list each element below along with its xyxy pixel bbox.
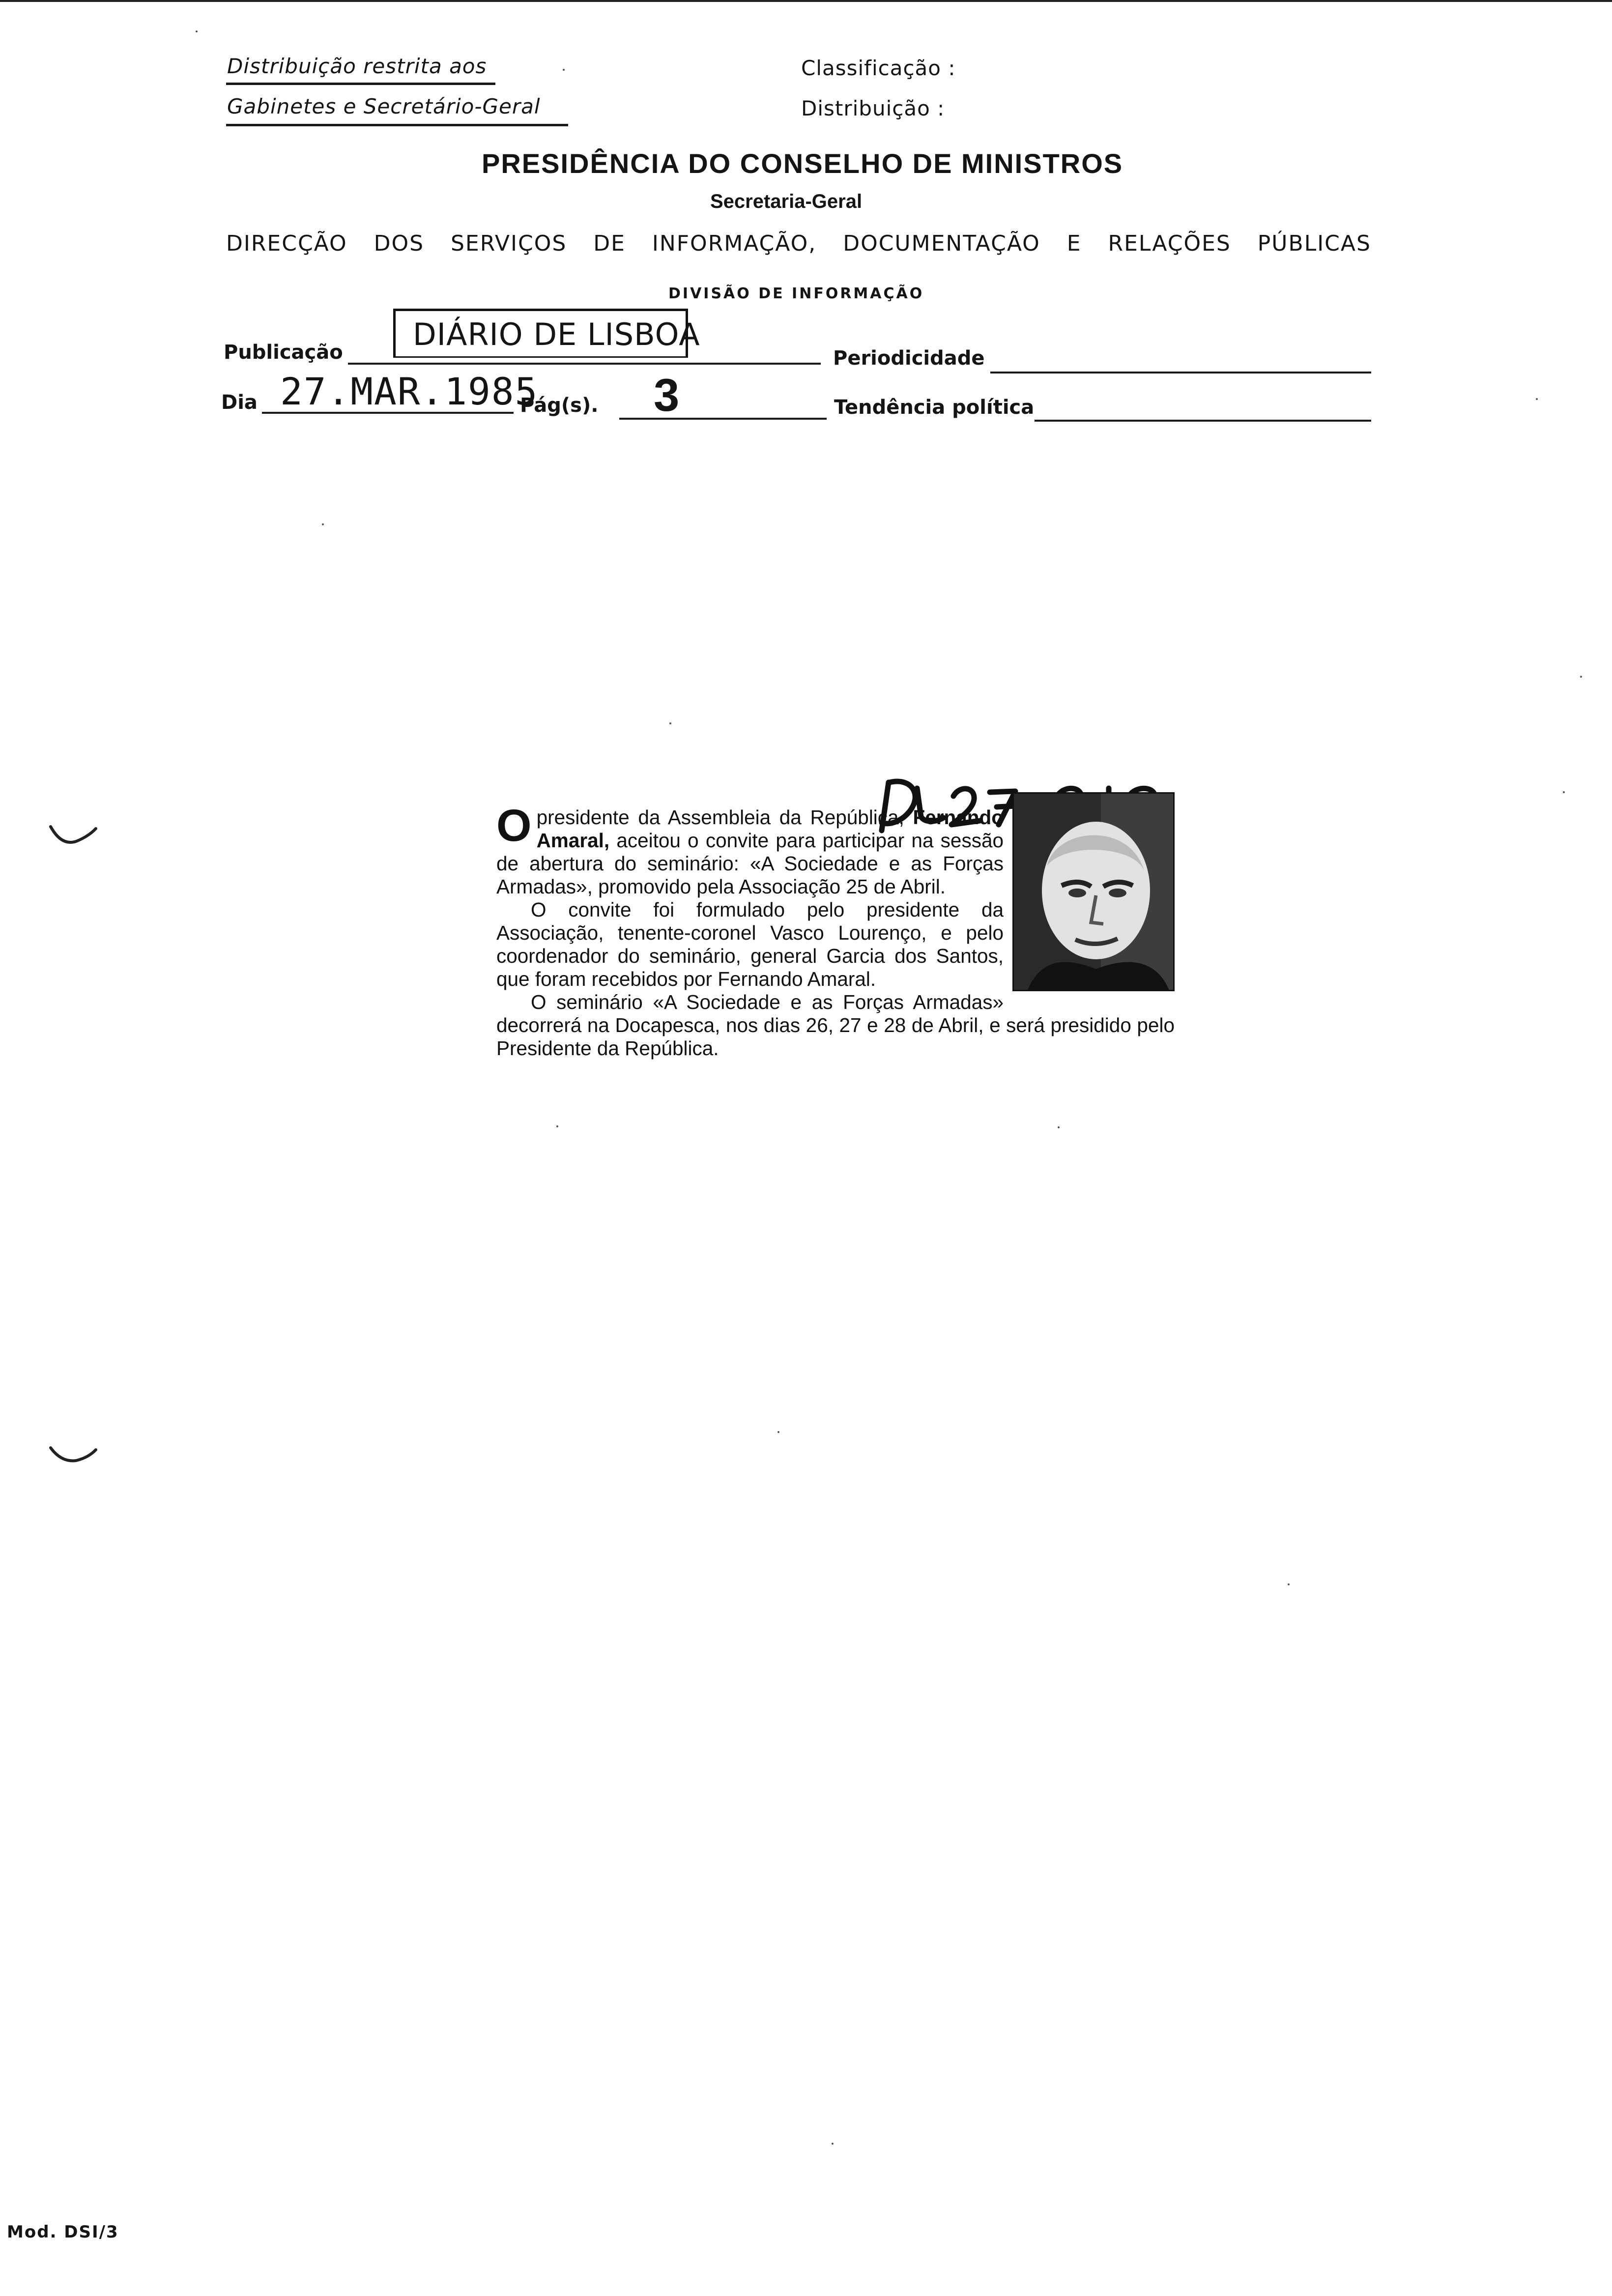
portrait-photo [1012, 792, 1175, 991]
scan-speck [563, 69, 565, 71]
directorate-word: INFORMAÇÃO, [652, 231, 817, 256]
date-stamp: 27.MAR.1985 [280, 370, 539, 413]
directorate-word: DIRECÇÃO [226, 231, 347, 256]
scan-speck [1288, 1583, 1290, 1585]
scan-speck [322, 523, 324, 525]
publicacao-label: Publicação [224, 341, 343, 364]
scan-speck [1058, 1126, 1060, 1128]
distribution-underline-1 [226, 83, 495, 85]
classificacao-label: Classificação : [801, 56, 956, 80]
directorate-word: DE [593, 231, 626, 256]
scan-speck [669, 722, 671, 724]
article-lead-name: Fernando Amaral, [536, 806, 1004, 852]
scan-speck [556, 1125, 558, 1127]
directorate-word: E [1066, 231, 1082, 256]
news-clipping [496, 801, 1175, 1060]
distribution-line-2: Gabinetes e Secretário-Geral [227, 94, 541, 118]
tendencia-label: Tendência política [834, 396, 1035, 419]
pags-field-line [619, 418, 827, 420]
scan-speck [832, 2143, 834, 2145]
distribuicao-label: Distribuição : [801, 96, 945, 120]
pags-label: Pág(s). [520, 394, 599, 417]
division-label: DIVISÃO DE INFORMAÇÃO [668, 285, 924, 302]
periodicidade-label: Periodicidade [833, 347, 985, 370]
article-p1-start: presidente da Assembleia da República, [536, 806, 913, 829]
page-number: 3 [654, 369, 680, 421]
scan-speck [1536, 398, 1538, 400]
directorate-word: DOS [374, 231, 425, 256]
scan-top-edge [0, 0, 1612, 2]
article-dropcap: O [496, 801, 532, 851]
scan-speck [1563, 791, 1565, 793]
directorate-word: PÚBLICAS [1257, 231, 1371, 256]
tendencia-field-line [1035, 420, 1371, 422]
presidencia-title: PRESIDÊNCIA DO CONSELHO DE MINISTROS [482, 148, 1123, 179]
binder-mark [47, 1443, 101, 1472]
binder-mark [47, 822, 101, 851]
directorate-word: RELAÇÕES [1108, 231, 1231, 256]
article-p1-rest: aceitou o convite para participar na sessão de abertura do seminário: «A Sociedade e as Forças Armadas», promovido pela Associação 25 de Abril. [496, 829, 1004, 898]
dia-label: Dia [221, 391, 258, 414]
secretaria-subtitle: Secretaria-Geral [710, 191, 863, 212]
publicacao-field-line [348, 363, 821, 365]
distribution-line-1: Distribuição restrita aos [227, 54, 487, 78]
directorate-word: SERVIÇOS [451, 231, 567, 256]
article-paragraph-2: O convite foi formulado pelo presidente da Associação, tenente-coronel Vasco Lourenço, e pelo coordenador do seminário, general Garcia dos Santos, que foram recebidos por Fernando Amaral. [496, 898, 1004, 990]
distribution-underline-2 [226, 124, 568, 126]
scan-speck [196, 30, 198, 32]
form-code: Mod. DSI/3 [7, 2222, 119, 2242]
periodicidade-field-line [990, 372, 1371, 373]
article-paragraph-3: O seminário «A Sociedade e as Forças Armadas» decorrerá na Docapesca, nos dias 26, 27 e 28 de Abril, e será presidido pelo Presidente da República. [496, 991, 1175, 1060]
directorate-line [226, 231, 1371, 256]
scan-speck [777, 1431, 779, 1433]
directorate-word: DOCUMENTAÇÃO [843, 231, 1040, 256]
scan-speck [1580, 676, 1582, 678]
publication-stamp-text: DIÁRIO DE LISBOA [413, 316, 700, 352]
